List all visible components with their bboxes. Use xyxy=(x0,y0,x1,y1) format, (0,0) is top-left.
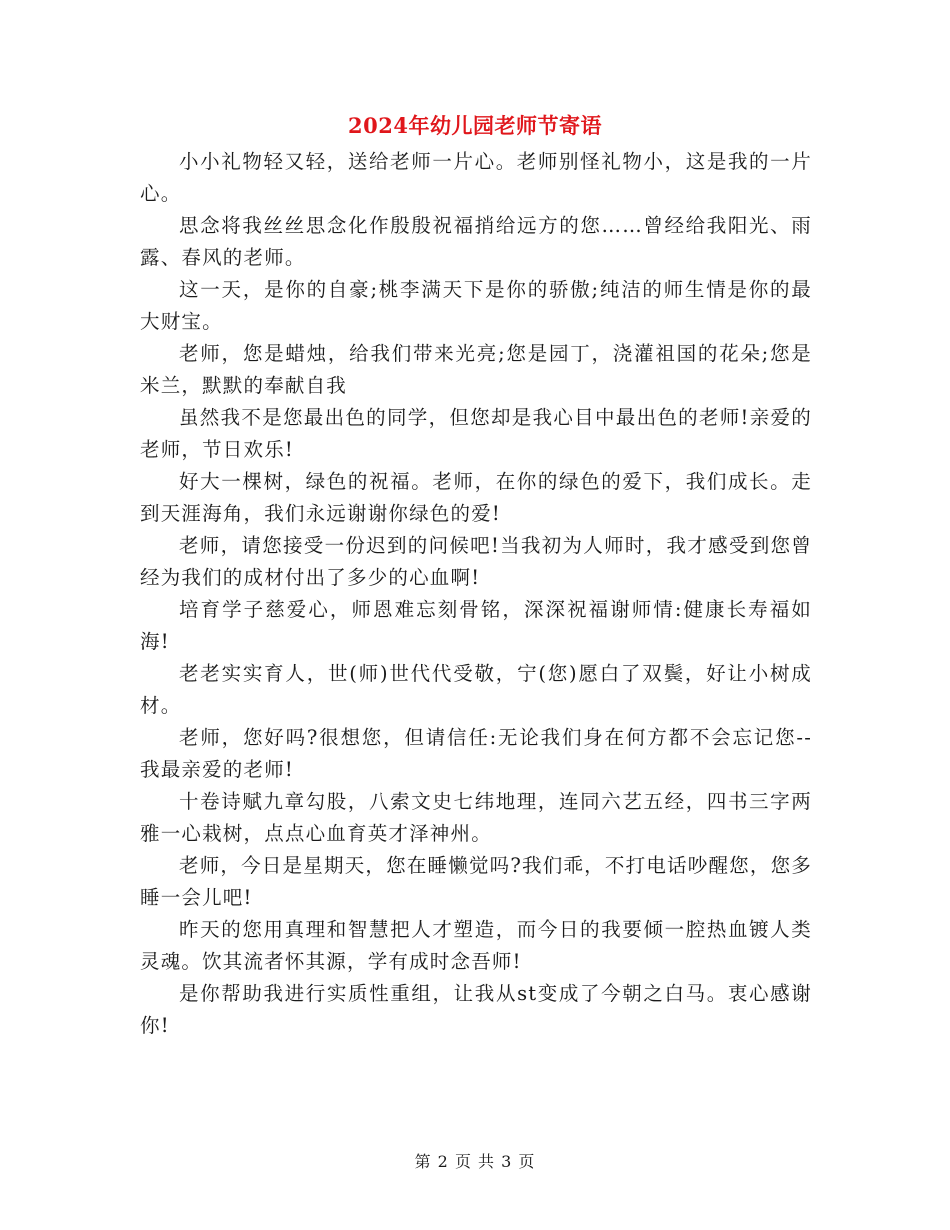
document-body xyxy=(140,146,812,1042)
paragraph-5: 虽然我不是您最出色的同学，但您却是我心目中最出色的老师!亲爱的老师，节日欢乐! xyxy=(140,406,812,461)
paragraph-11: 十卷诗赋九章勾股，八索文史七纬地理，连同六艺五经，四书三字两雅一心栽树，点点心血育英才泽神州。 xyxy=(140,790,812,845)
paragraph-3: 这一天，是你的自豪;桃李满天下是你的骄傲;纯洁的师生情是你的最大财宝。 xyxy=(140,278,812,333)
paragraph-12: 老师，今日是星期天，您在睡懒觉吗?我们乖，不打电话吵醒您，您多睡一会儿吧! xyxy=(140,854,812,909)
paragraph-6: 好大一棵树，绿色的祝福。老师，在你的绿色的爱下，我们成长。走到天涯海角，我们永远谢谢你绿色的爱! xyxy=(140,470,812,525)
paragraph-4: 老师，您是蜡烛，给我们带来光亮;您是园丁，浇灌祖国的花朵;您是米兰，默默的奉献自我 xyxy=(140,342,812,397)
paragraph-14: 是你帮助我进行实质性重组，让我从st变成了今朝之白马。衷心感谢你! xyxy=(140,982,812,1037)
paragraph-1: 小小礼物轻又轻，送给老师一片心。老师别怪礼物小，这是我的一片心。 xyxy=(140,150,812,205)
paragraph-9: 老老实实育人，世(师)世代代受敬，宁(您)愿白了双鬓，好让小树成材。 xyxy=(140,662,812,717)
paragraph-8: 培育学子慈爱心，师恩难忘刻骨铭，深深祝福谢师情:健康长寿福如海! xyxy=(140,598,812,653)
paragraph-7: 老师，请您接受一份迟到的问候吧!当我初为人师时，我才感受到您曾经为我们的成材付出了多少的心血啊! xyxy=(140,534,812,589)
paragraph-13: 昨天的您用真理和智慧把人才塑造，而今日的我要倾一腔热血镀人类灵魂。饮其流者怀其源，学有成时念吾师! xyxy=(140,918,812,973)
paragraph-10: 老师，您好吗?很想您，但请信任:无论我们身在何方都不会忘记您--我最亲爱的老师! xyxy=(140,726,812,781)
page-number-footer: 第 2 页 共 3 页 xyxy=(414,1152,536,1171)
paragraph-2: 思念将我丝丝思念化作殷殷祝福捎给远方的您……曾经给我阳光、雨露、春风的老师。 xyxy=(140,214,812,269)
document-title: 2024年幼儿园老师节寄语 xyxy=(348,113,602,138)
